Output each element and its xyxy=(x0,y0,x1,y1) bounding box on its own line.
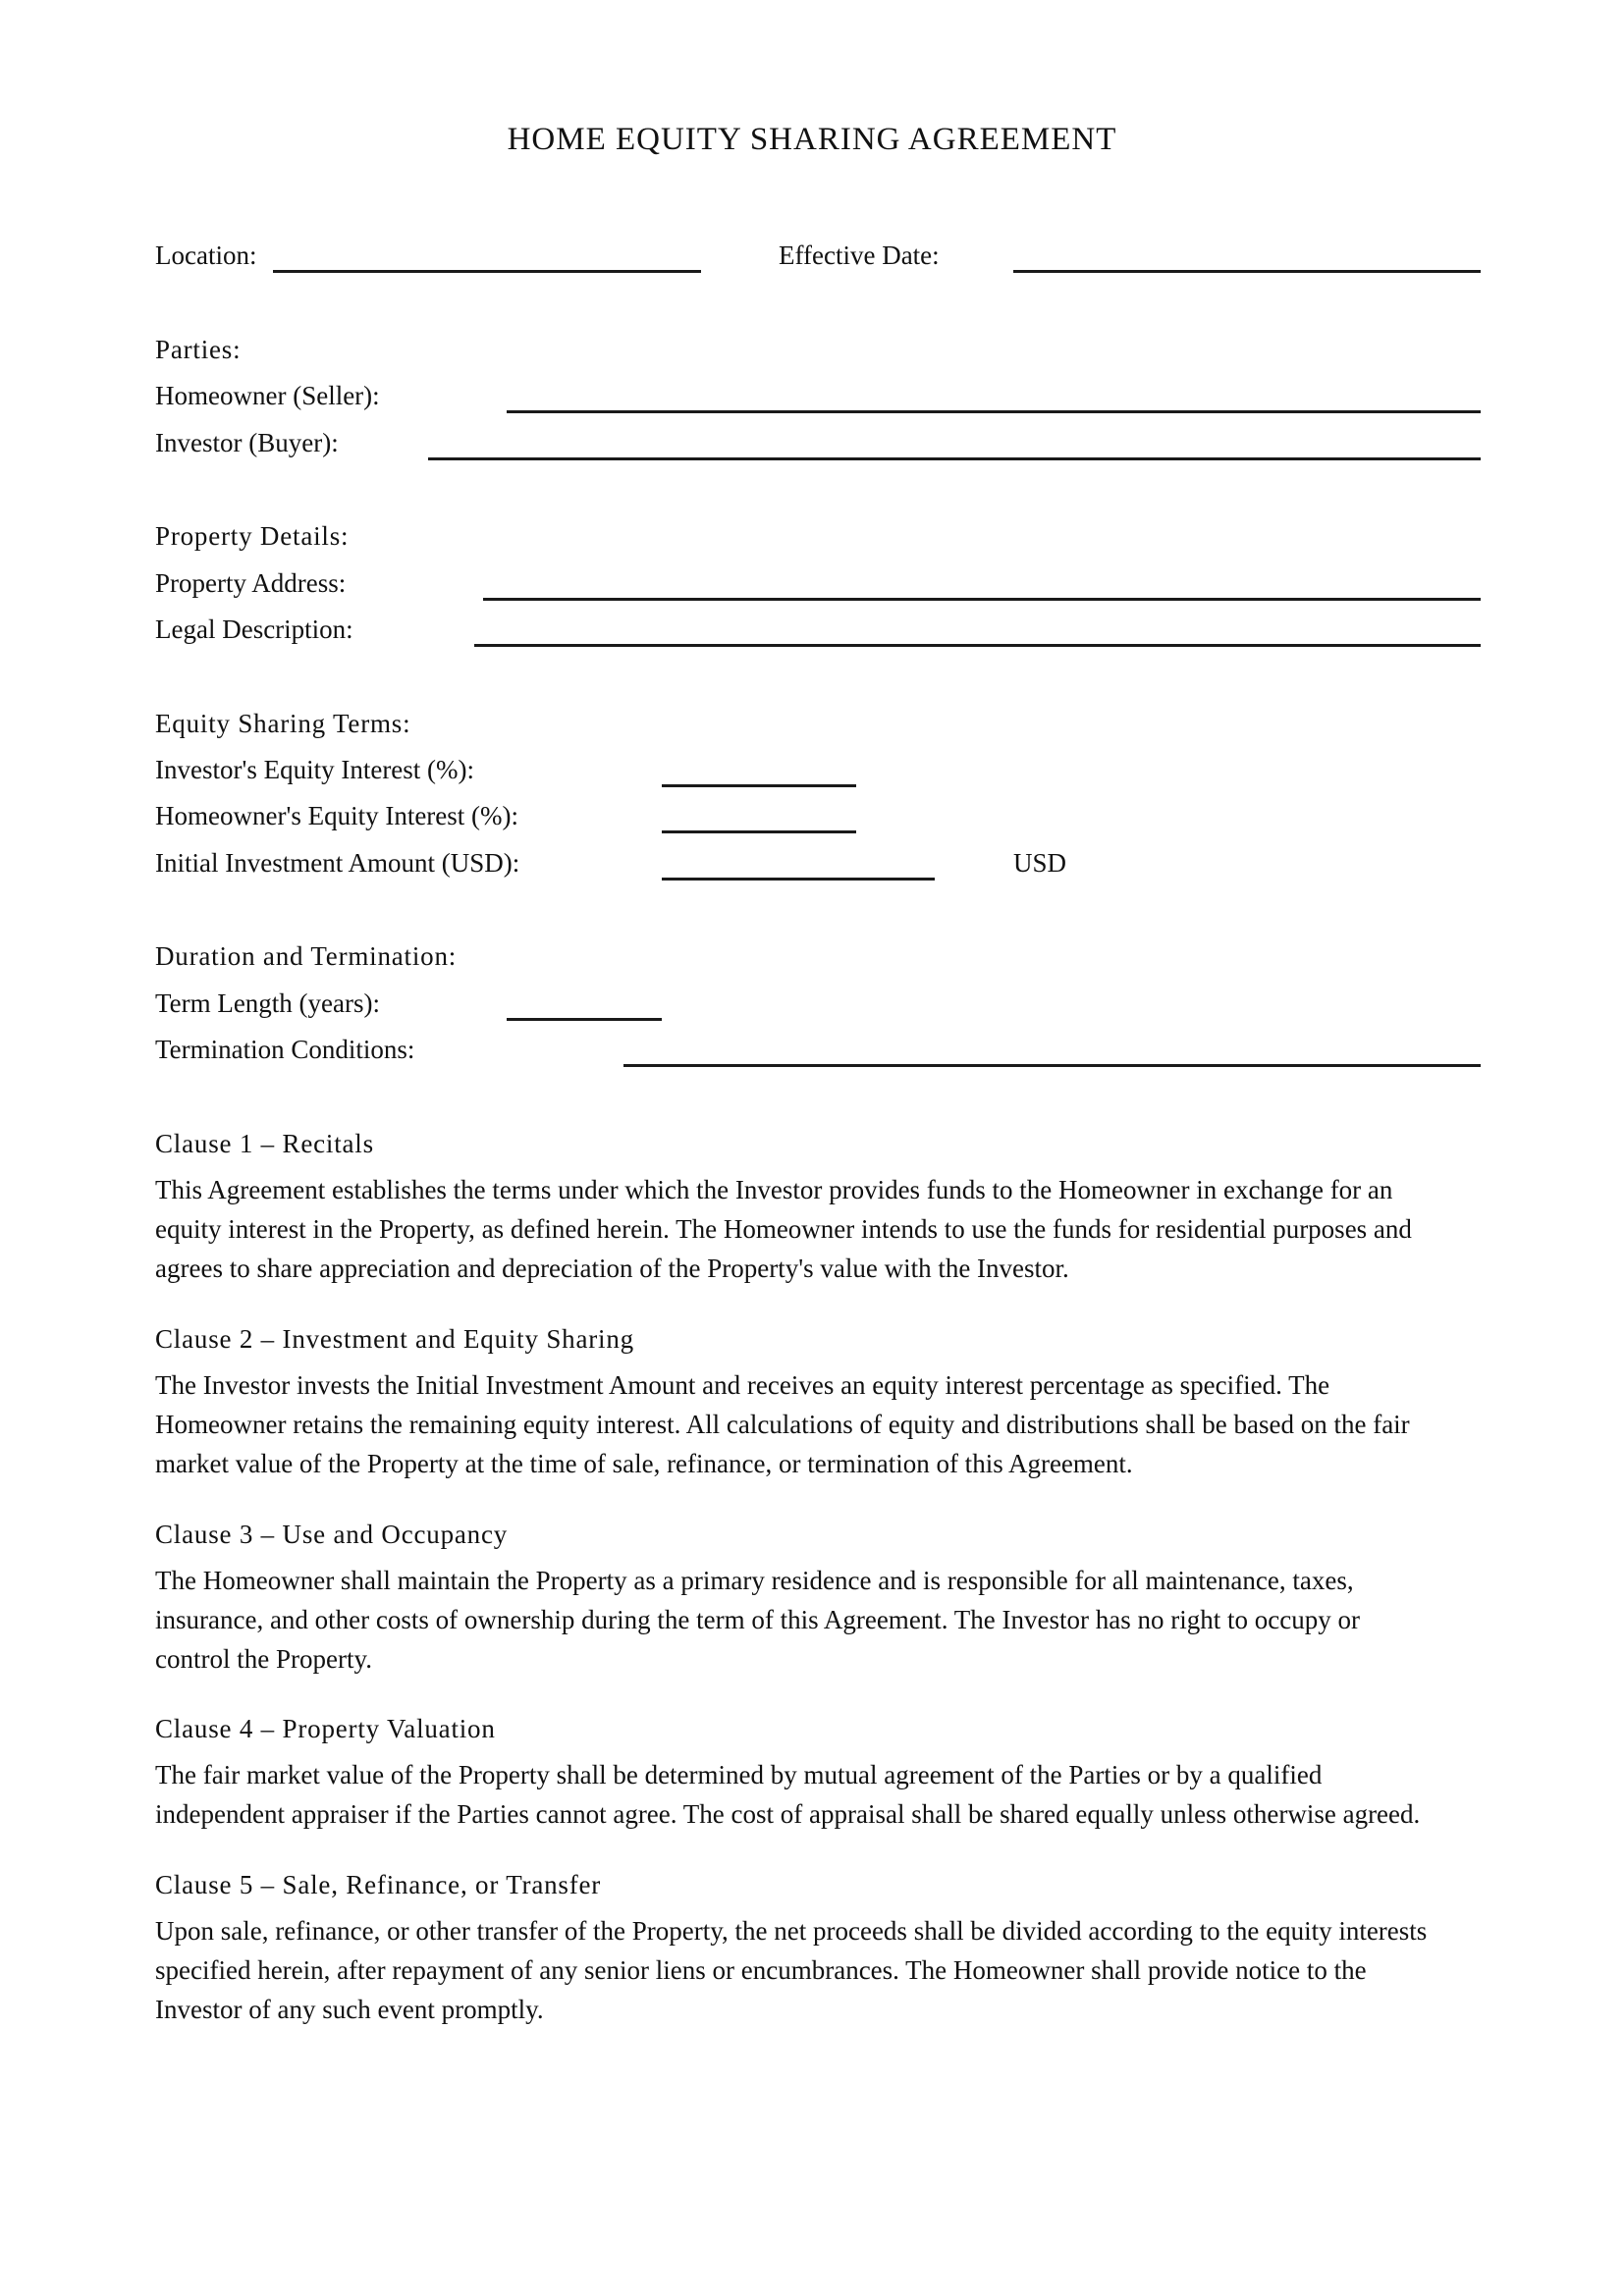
investor-equity-label: Investor's Equity Interest (%): xyxy=(155,755,475,784)
clause-heading: Clause 2 – Investment and Equity Sharing xyxy=(155,1324,634,1354)
clause-body xyxy=(155,1561,1481,1679)
clause-line: Homeowner retains the remaining equity interest. All calculations of equity and distributions shall be based on the fair xyxy=(155,1410,1410,1439)
clause-body xyxy=(155,1365,1481,1483)
property-address-label: Property Address: xyxy=(155,568,347,598)
homeowner-equity-field[interactable] xyxy=(662,830,856,833)
property-address-field[interactable] xyxy=(483,598,1481,601)
legal-description-label: Legal Description: xyxy=(155,614,353,644)
location-label: Location: xyxy=(155,240,257,270)
legal-description-field[interactable] xyxy=(474,644,1481,647)
termination-conditions-field[interactable] xyxy=(623,1064,1481,1067)
effective-date-label: Effective Date: xyxy=(779,240,940,270)
property-details-heading: Property Details: xyxy=(155,521,350,551)
currency-suffix: USD xyxy=(1013,848,1067,878)
clause-heading: Clause 3 – Use and Occupancy xyxy=(155,1520,509,1549)
document-title: HOME EQUITY SHARING AGREEMENT xyxy=(507,122,1117,157)
equity-terms-heading: Equity Sharing Terms: xyxy=(155,709,411,738)
location-field[interactable] xyxy=(273,270,701,273)
clause-line: The Investor invests the Initial Investment Amount and receives an equity interest percentage as specified. The xyxy=(155,1370,1330,1400)
clause-heading: Clause 1 – Recitals xyxy=(155,1129,374,1158)
homeowner-label: Homeowner (Seller): xyxy=(155,381,380,410)
term-length-label: Term Length (years): xyxy=(155,988,381,1018)
clause-line: This Agreement establishes the terms under which the Investor provides funds to the Homeowner in exchange for an xyxy=(155,1175,1393,1204)
clause-line: independent appraiser if the Parties cannot agree. The cost of appraisal shall be shared equally unless otherwise agreed. xyxy=(155,1799,1421,1829)
homeowner-equity-label: Homeowner's Equity Interest (%): xyxy=(155,801,519,830)
clause-body xyxy=(155,1755,1481,1834)
termination-conditions-label: Termination Conditions: xyxy=(155,1035,415,1064)
investment-amount-label: Initial Investment Amount (USD): xyxy=(155,848,520,878)
duration-heading: Duration and Termination: xyxy=(155,941,458,971)
term-length-field[interactable] xyxy=(507,1018,662,1021)
clause-heading: Clause 4 – Property Valuation xyxy=(155,1714,496,1743)
investor-field[interactable] xyxy=(428,457,1481,460)
clause-line: market value of the Property at the time of sale, refinance, or termination of this Agreement. xyxy=(155,1449,1133,1478)
clause-line: insurance, and other costs of ownership during the term of this Agreement. The Investor has no right to occupy or xyxy=(155,1605,1360,1634)
parties-heading: Parties: xyxy=(155,335,242,364)
clause-line: agrees to share appreciation and depreciation of the Property's value with the Investor. xyxy=(155,1254,1069,1283)
clause-line: The fair market value of the Property shall be determined by mutual agreement of the Parties or by a qualified xyxy=(155,1760,1323,1789)
clause-body xyxy=(155,1170,1481,1288)
clause-heading: Clause 5 – Sale, Refinance, or Transfer xyxy=(155,1870,602,1899)
homeowner-field[interactable] xyxy=(507,410,1481,413)
effective-date-field[interactable] xyxy=(1013,270,1481,273)
clause-line: Upon sale, refinance, or other transfer of the Property, the net proceeds shall be divided according to the equity interests xyxy=(155,1916,1428,1946)
clause-line: The Homeowner shall maintain the Property as a primary residence and is responsible for all maintenance, taxes, xyxy=(155,1566,1354,1595)
clause-body xyxy=(155,1911,1481,2029)
clause-line: Investor of any such event promptly. xyxy=(155,1995,544,2024)
investment-amount-field[interactable] xyxy=(662,878,935,881)
clause-line: specified herein, after repayment of any senior liens or encumbrances. The Homeowner shall provide notice to the xyxy=(155,1955,1367,1985)
clause-line: control the Property. xyxy=(155,1644,372,1674)
investor-equity-field[interactable] xyxy=(662,784,856,787)
investor-label: Investor (Buyer): xyxy=(155,428,339,457)
clause-line: equity interest in the Property, as defined herein. The Homeowner intends to use the funds for residential purposes and xyxy=(155,1214,1412,1244)
